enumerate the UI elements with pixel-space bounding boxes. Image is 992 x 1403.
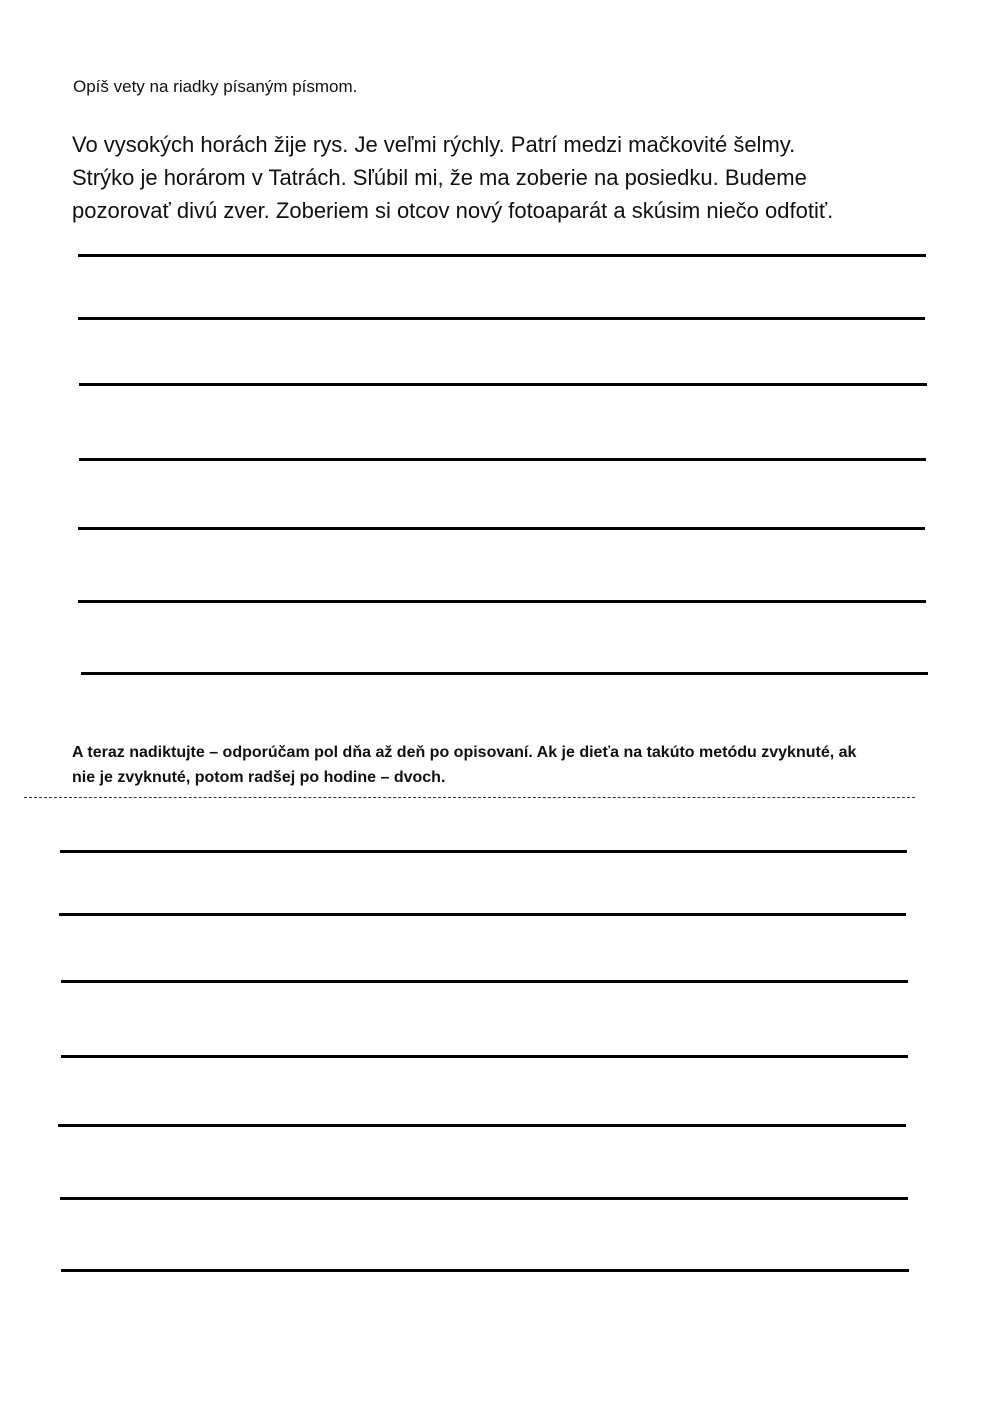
copy-writing-line[interactable] [78, 527, 925, 530]
dictation-writing-line[interactable] [61, 980, 908, 983]
dictation-writing-line[interactable] [60, 850, 907, 853]
sentence-line: Vo vysokých horách žije rys. Je veľmi rýchly. Patrí medzi mačkovité šelmy. [72, 132, 796, 157]
sentence-line: Strýko je horárom v Tatrách. Sľúbil mi, že ma zoberie na posiedku. Budeme [72, 165, 807, 190]
copy-writing-line[interactable] [78, 317, 925, 320]
copy-writing-line[interactable] [79, 383, 927, 386]
dictation-writing-line[interactable] [61, 1269, 909, 1272]
note-line: nie je zvyknuté, potom radšej po hodine – dvoch. [72, 769, 446, 786]
dictation-writing-line[interactable] [60, 1197, 908, 1200]
copy-writing-line[interactable] [78, 600, 926, 603]
dictation-writing-line[interactable] [61, 1055, 908, 1058]
dictation-note [72, 740, 952, 790]
dictation-writing-line[interactable] [58, 1124, 906, 1127]
cut-line-separator [24, 797, 915, 798]
dictation-writing-line[interactable] [59, 913, 906, 916]
copy-writing-line[interactable] [78, 254, 926, 257]
copy-writing-line[interactable] [79, 458, 926, 461]
note-line: A teraz nadiktujte – odporúčam pol dňa až deň po opisovaní. Ak je dieťa na takúto metódu zvyknuté, ak [72, 744, 857, 761]
copy-writing-line[interactable] [81, 672, 928, 675]
sentence-line: pozorovať divú zver. Zoberiem si otcov nový fotoaparát a skúsim niečo odfotiť. [72, 198, 834, 223]
copy-instruction: Opíš vety na riadky písaným písmom. [73, 77, 358, 96]
sentences-to-copy [72, 128, 962, 227]
